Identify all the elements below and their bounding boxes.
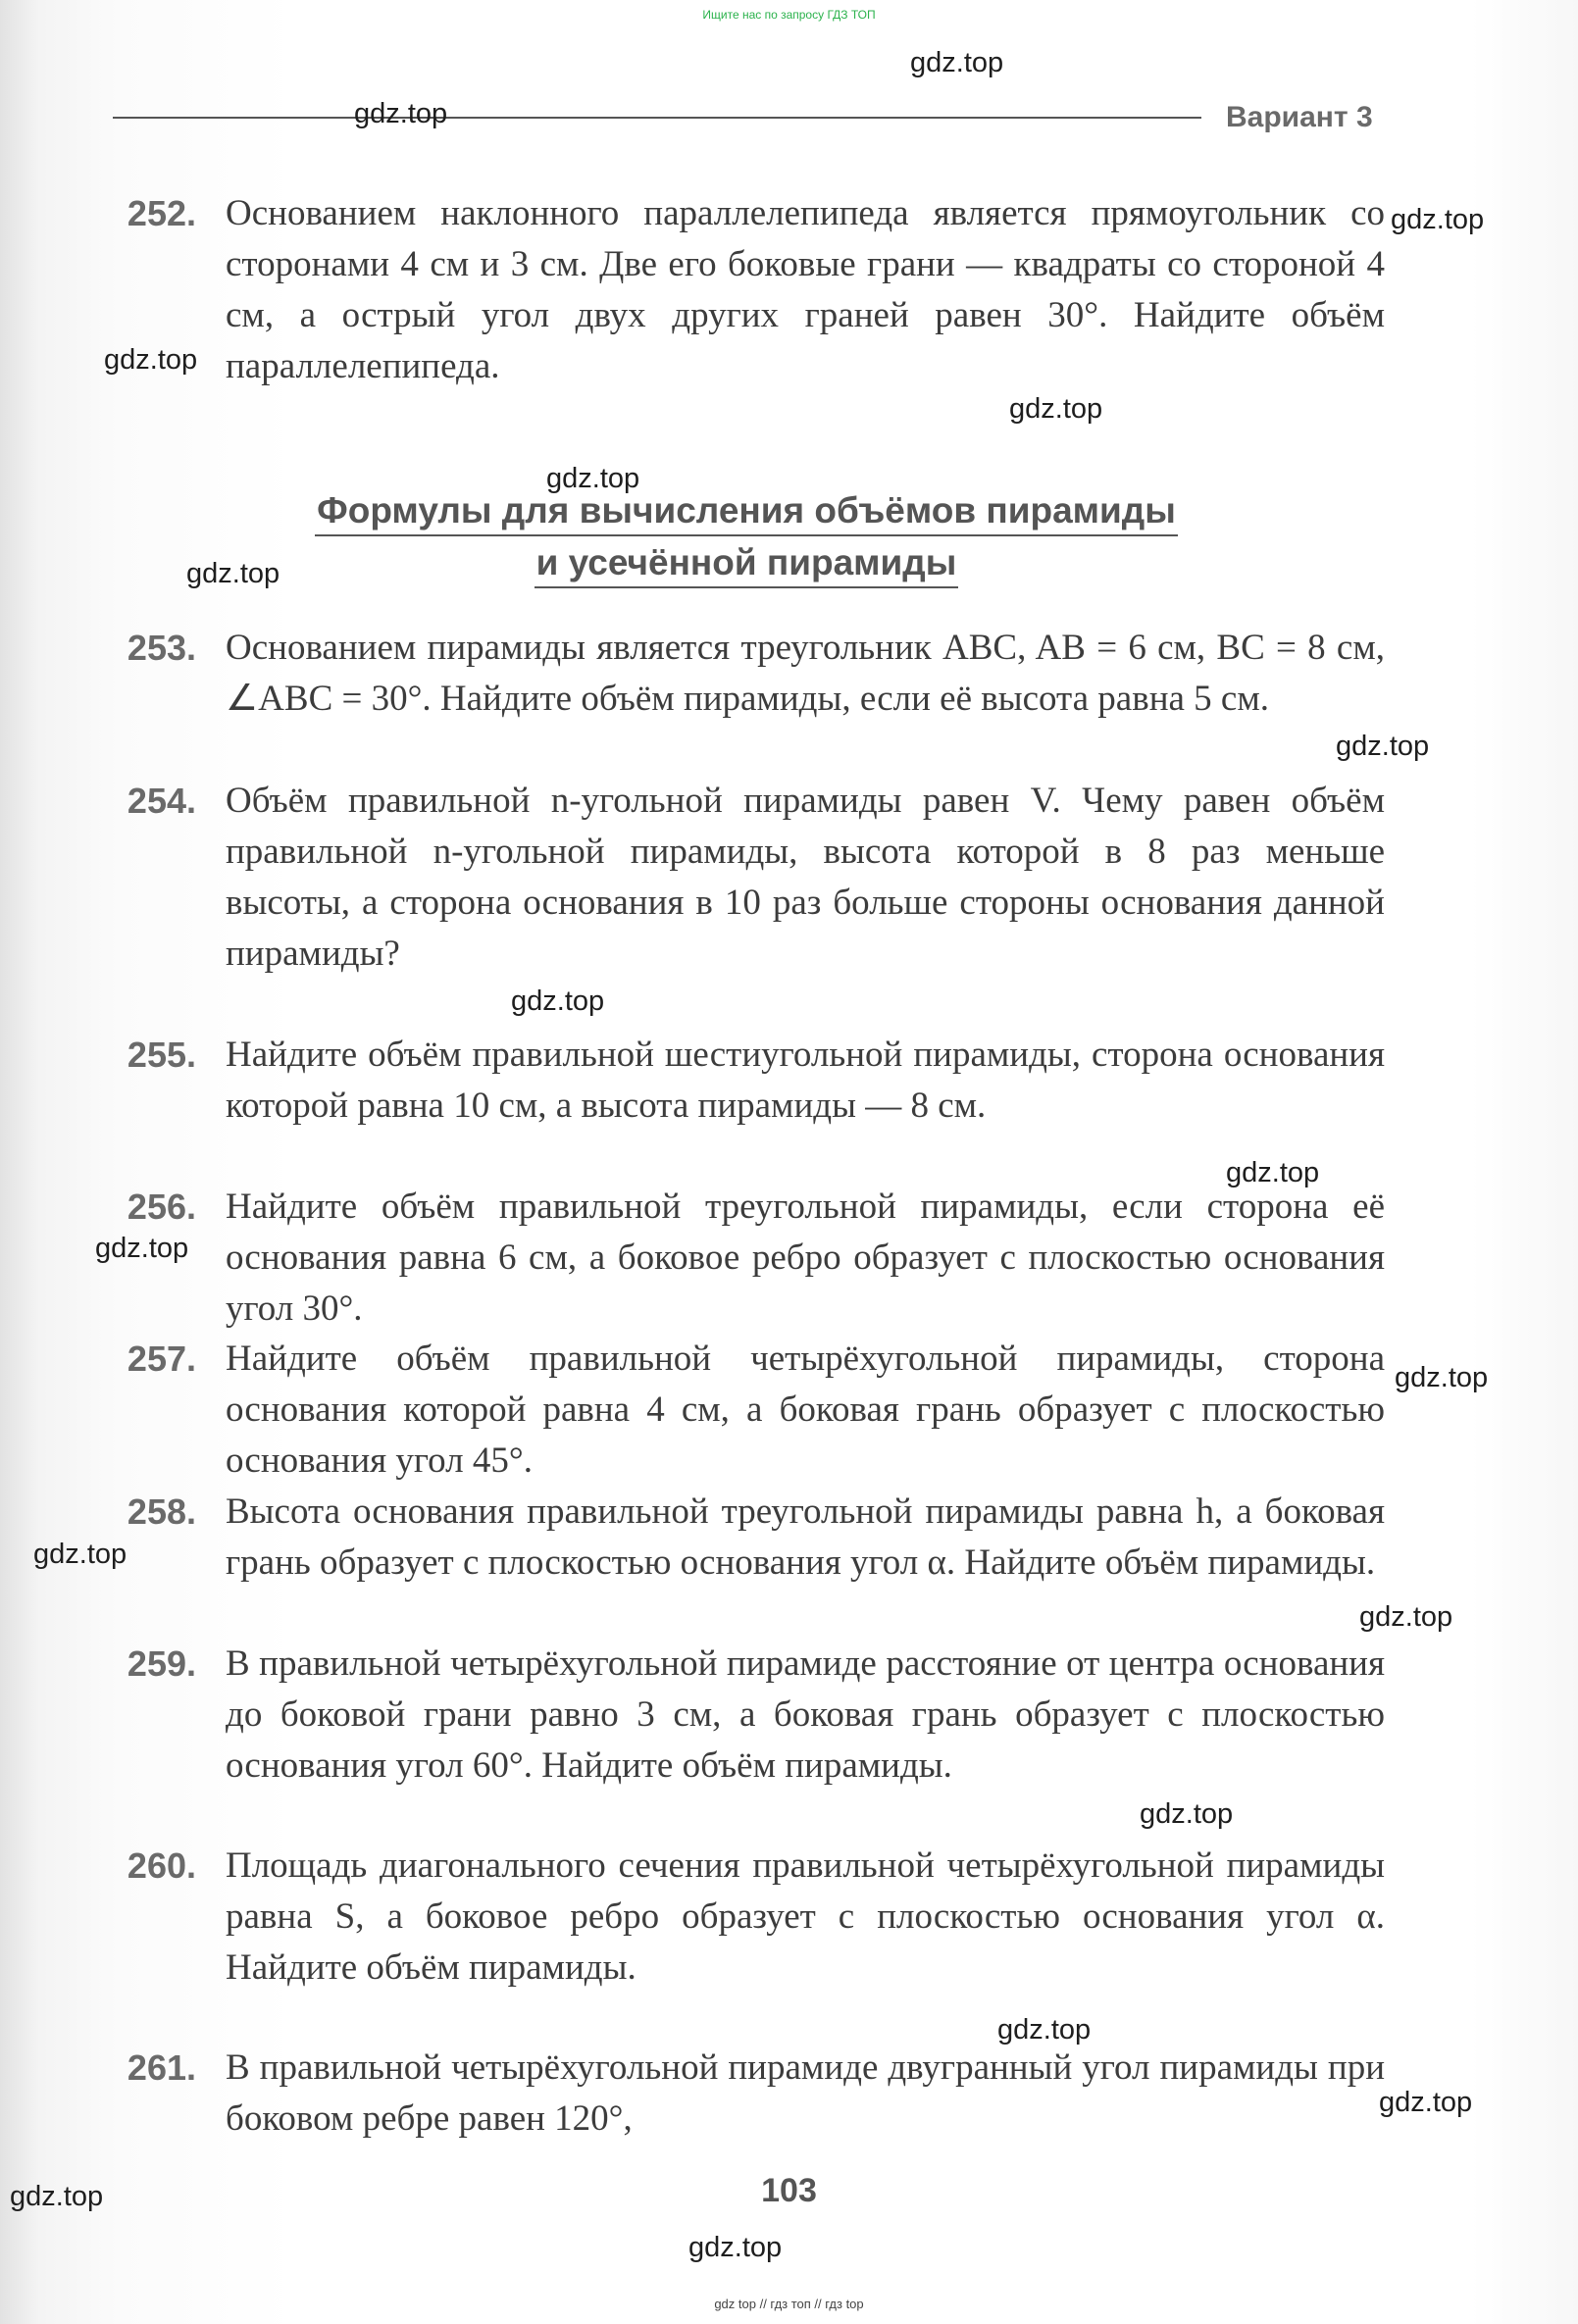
- watermark: gdz.top: [95, 1233, 189, 1264]
- watermark: gdz.top: [1395, 1362, 1489, 1393]
- watermark: gdz.top: [688, 2232, 783, 2263]
- problem-text: Найдите объём правильной четырёхугольной пирамиды, сторона основания которой равна 4 см, а боковая грань образует с плоскостью основания угол 45°.: [226, 1339, 1385, 1481]
- watermark: gdz.top: [546, 463, 640, 494]
- problem-text: Основанием пирамиды является треугольник ABC, AB = 6 см, BC = 8 см, ∠ABC = 30°. Найдите объём пирамиды, если её высота равна 5 см.: [226, 628, 1385, 719]
- problem-number: 254.: [127, 781, 196, 821]
- problem-text: Высота основания правильной треугольной пирамиды равна h, а боковая грань образует с плоскостью основания угол α. Найдите объём пирамиды.: [226, 1491, 1385, 1583]
- bottom-banner: gdz top // гдз топ // гдз top: [714, 2297, 864, 2311]
- watermark: gdz.top: [1336, 731, 1430, 762]
- section-title-line1: Формулы для вычисления объёмов пирамиды: [108, 490, 1385, 531]
- watermark: gdz.top: [1379, 2087, 1473, 2118]
- section-title-line2: и усечённой пирамиды: [108, 542, 1385, 583]
- variant-label: Вариант 3: [1226, 101, 1373, 133]
- top-banner: Ищите нас по запросу ГДЗ ТОП: [702, 8, 876, 22]
- problem-number: 259.: [127, 1643, 196, 1684]
- watermark: gdz.top: [104, 344, 198, 376]
- problem-text: Объём правильной n-угольной пирамиды равен V. Чему равен объём правильной n-угольной пирамиды, высота которой в 8 раз меньше высоты, а сторона основания в 10 раз больше стороны основания данной пирамиды?: [226, 781, 1385, 974]
- watermark: gdz.top: [186, 558, 280, 589]
- problem-text: Площадь диагонального сечения правильной четырёхугольной пирамиды равна S, а боковое ребро образует с плоскостью основания угол α. Найдите объём пирамиды.: [226, 1845, 1385, 1988]
- problem-number: 255.: [127, 1035, 196, 1075]
- watermark: gdz.top: [1226, 1157, 1320, 1188]
- problem-text: Основанием наклонного параллелепипеда является прямоугольник со сторонами 4 см и 3 см. Две его боковые грани — квадраты со стороной 4 см, а острый угол двух других граней равен 30°. Найдите объём параллелепипеда.: [226, 193, 1385, 386]
- page-number: 103: [761, 2172, 817, 2209]
- problem-number: 256.: [127, 1187, 196, 1227]
- problem-number: 252.: [127, 193, 196, 233]
- watermark: gdz.top: [33, 1539, 127, 1570]
- watermark: gdz.top: [1140, 1798, 1234, 1830]
- watermark: gdz.top: [1009, 393, 1103, 425]
- watermark: gdz.top: [10, 2181, 104, 2212]
- problem-number: 260.: [127, 1845, 196, 1886]
- problem-text: В правильной четырёхугольной пирамиде двугранный угол пирамиды при боковом ребре равен 120°,: [226, 2047, 1385, 2139]
- problem-number: 261.: [127, 2047, 196, 2088]
- watermark: gdz.top: [1391, 204, 1485, 235]
- header-rule: [113, 117, 1201, 119]
- problem-text: Найдите объём правильной треугольной пирамиды, если сторона её основания равна 6 см, а боковое ребро образует с плоскостью основания угол 30°.: [226, 1187, 1385, 1329]
- problem-text: Найдите объём правильной шестиугольной пирамиды, сторона основания которой равна 10 см, а высота пирамиды — 8 см.: [226, 1035, 1385, 1126]
- watermark: gdz.top: [511, 985, 605, 1017]
- problem-number: 258.: [127, 1491, 196, 1532]
- watermark: gdz.top: [997, 2014, 1092, 2046]
- problem-number: 257.: [127, 1339, 196, 1379]
- watermark: gdz.top: [354, 98, 448, 129]
- watermark: gdz.top: [910, 47, 1004, 78]
- problem-text: В правильной четырёхугольной пирамиде расстояние от центра основания до боковой грани равно 3 см, а боковая грань образует с плоскостью основания угол 60°. Найдите объём пирамиды.: [226, 1643, 1385, 1786]
- problem-number: 253.: [127, 628, 196, 668]
- watermark: gdz.top: [1359, 1601, 1453, 1633]
